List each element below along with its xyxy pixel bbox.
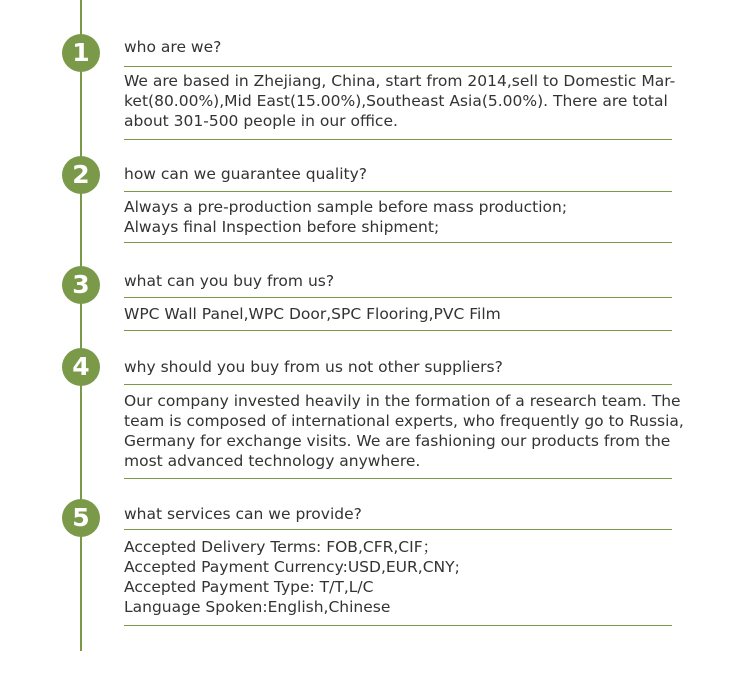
answer-line: Always final Inspection before shipment; [124, 218, 440, 236]
answer-divider [124, 478, 672, 479]
answer-line: We are based in Zhejiang, China, start from 2014,sell to Domestic Mar- [124, 72, 676, 90]
answer-line: about 301-500 people in our office. [124, 112, 398, 130]
answer-divider [124, 242, 672, 243]
answer-line: most advanced technology anywhere. [124, 452, 421, 470]
answer-text [124, 197, 567, 237]
step-number-badge: 5 [62, 499, 100, 537]
answer-text [124, 71, 675, 131]
answer-divider [124, 139, 672, 140]
answer-divider [124, 625, 672, 626]
answer-line: Accepted Payment Type: T/T,L/C [124, 578, 374, 596]
timeline-line [80, 0, 82, 651]
step-number-badge: 4 [62, 348, 100, 386]
question-divider [124, 66, 672, 67]
answer-line: Language Spoken:English,Chinese [124, 598, 391, 616]
question-text: what can you buy from us? [124, 272, 335, 290]
question-text: why should you buy from us not other suppliers? [124, 358, 503, 376]
question-divider [124, 529, 672, 530]
answer-line: ket(80.00%),Mid East(15.00%),Southeast Asia(5.00%). There are total [124, 92, 668, 110]
answer-line: Accepted Payment Currency:USD,EUR,CNY; [124, 558, 460, 576]
answer-line: Accepted Delivery Terms: FOB,CFR,CIF； [124, 538, 439, 556]
question-divider [124, 297, 672, 298]
answer-text [124, 391, 684, 471]
answer-divider [124, 330, 672, 331]
answer-line: Always a pre-production sample before mass production; [124, 198, 568, 216]
answer-line: team is composed of international experts, who frequently go to Russia, [124, 412, 684, 430]
question-text: how can we guarantee quality? [124, 165, 368, 183]
answer-text [124, 304, 501, 324]
answer-line: WPC Wall Panel,WPC Door,SPC Flooring,PVC Film [124, 305, 501, 323]
step-number-badge: 1 [62, 34, 100, 72]
answer-line: Our company invested heavily in the formation of a research team. The [124, 392, 681, 410]
question-divider [124, 384, 672, 385]
answer-text [124, 537, 460, 617]
step-number-badge: 3 [62, 266, 100, 304]
question-divider [124, 191, 672, 192]
question-text: who are we? [124, 38, 222, 56]
question-text: what services can we provide? [124, 505, 362, 523]
answer-line: Germany for exchange visits. We are fashioning our products from the [124, 432, 671, 450]
step-number-badge: 2 [62, 156, 100, 194]
